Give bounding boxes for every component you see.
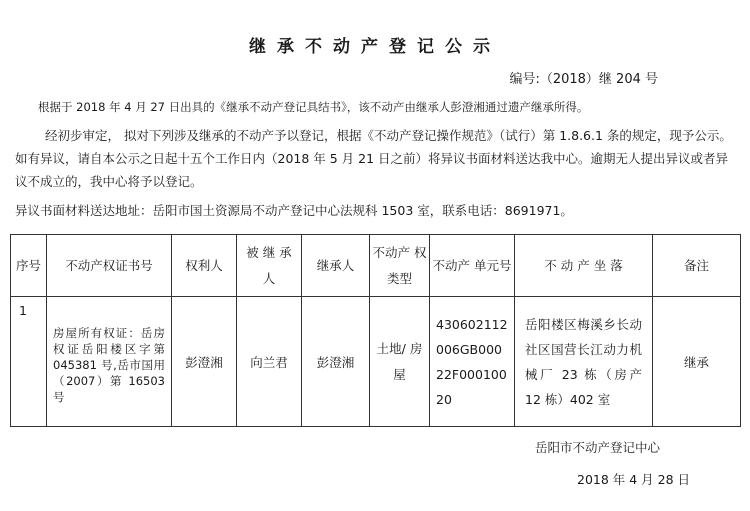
page-title: 继承不动产登记公示 [249,37,501,57]
header-heir: 继承人 [302,235,370,297]
issue-date: 2018 年 4 月 28 日 [577,472,691,487]
registration-table [10,234,741,427]
table-header-row [11,235,741,297]
notice-paragraph: 经初步审定， 拟对下列涉及继承的不动产予以登记，根据《不动产登记操作规范》（试行）第 1.8.6.1 条的规定，现予公示。如有异议，请自本公示之日起十五个工作日内（2018 年 5 月 21 日之前）将异议书面材料送达我中心。逾期无人提出异议或者异议不成立的，我中心将予以登记。 [15,128,732,189]
intro-paragraph: 根据于 2018 年 4 月 27 日出具的《继承不动产登记具结书》，该不动产由继承人彭澄湘通过遗产继承所得。 [38,100,589,114]
cell-heir: 彭澄湘 [302,297,370,427]
header-index: 序号 [11,235,47,297]
header-remark: 备注 [653,235,741,297]
header-cert-no: 不动产权证书号 [47,235,172,297]
cell-cert-no: 房屋所有权证：岳房权证岳阳楼区字第 045381 号,岳市国用（2007）第 16503 号 [47,297,172,427]
header-location: 不 动 产 坐 落 [515,235,653,297]
cell-unit-no: 430602112006GB00022F00010020 [430,297,515,427]
cell-decedent: 向兰君 [237,297,302,427]
cell-remark: 继承 [653,297,741,427]
header-right-type: 不动产 权类型 [370,235,430,297]
document-number: 编号:（2018）继 204 号 [509,72,658,87]
cell-index: 1 [11,297,47,427]
cell-owner: 彭澄湘 [172,297,237,427]
issuing-organization: 岳阳市不动产登记中心 [535,440,661,455]
cell-right-type: 土地/ 房屋 [370,297,430,427]
objection-address: 异议书面材料送达地址：岳阳市国土资源局不动产登记中心法规科 1503 室，联系电话：8691971。 [15,203,573,218]
table-row [11,297,741,427]
header-owner: 权利人 [172,235,237,297]
header-decedent: 被 继 承 人 [237,235,302,297]
header-unit-no: 不动产 单元号 [430,235,515,297]
cell-location: 岳阳楼区梅溪乡长动社区国营长江动力机械厂 23 栋（房产 12 栋）402 室 [515,297,653,427]
